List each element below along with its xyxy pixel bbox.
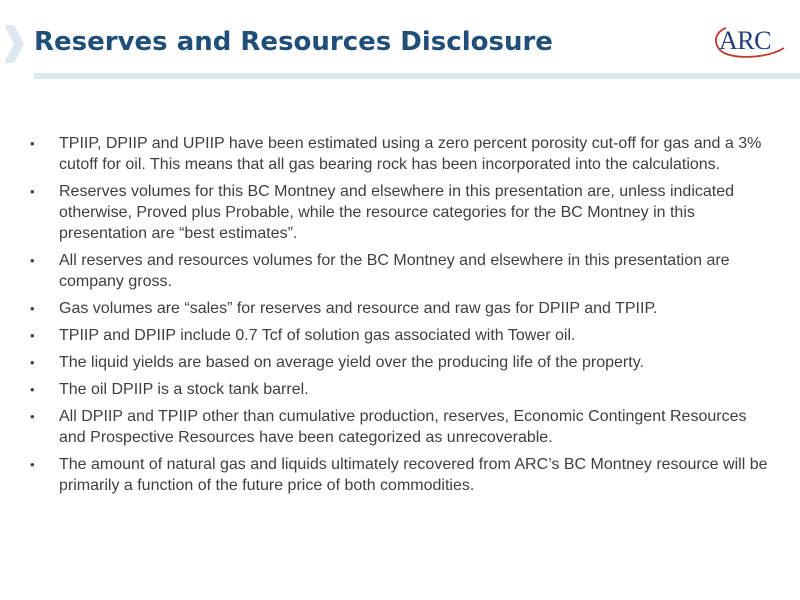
bullet-icon: • bbox=[30, 253, 35, 268]
bullet-text: The amount of natural gas and liquids ultimately recovered from ARC’s BC Montney resource will be primarily a function of the future price of both commodities. bbox=[59, 456, 768, 494]
chevron-icon bbox=[0, 25, 28, 63]
bullet-icon: • bbox=[30, 328, 35, 343]
bullet-text: The liquid yields are based on average yield over the producing life of the property. bbox=[59, 354, 644, 371]
bullet-icon: • bbox=[30, 301, 35, 316]
bullet-text: TPIIP, DPIIP and UPIIP have been estimated using a zero percent porosity cut-off for gas and a 3% cutoff for oil. This means that all gas bearing rock has been incorporated into the calculations. bbox=[59, 135, 762, 173]
bullet-list bbox=[28, 133, 768, 502]
bullet-text: All DPIIP and TPIIP other than cumulative production, reserves, Economic Contingent Resources and Prospective Resources have been categorized as unrecoverable. bbox=[59, 408, 747, 446]
bullet-item bbox=[28, 250, 768, 292]
bullet-icon: • bbox=[30, 457, 35, 472]
bullet-icon: • bbox=[30, 409, 35, 424]
page-title: Reserves and Resources Disclosure bbox=[34, 27, 553, 57]
bullet-text: Gas volumes are “sales” for reserves and resource and raw gas for DPIIP and TPIIP. bbox=[59, 300, 658, 317]
arc-logo bbox=[712, 24, 788, 58]
bullet-item bbox=[28, 352, 768, 373]
bullet-item bbox=[28, 454, 768, 496]
bullet-item bbox=[28, 133, 768, 175]
bullet-text: All reserves and resources volumes for the BC Montney and elsewhere in this presentation are company gross. bbox=[59, 252, 730, 290]
bullet-icon: • bbox=[30, 382, 35, 397]
bullet-text: Reserves volumes for this BC Montney and elsewhere in this presentation are, unless indicated otherwise, Proved plus Probable, while the resource categories for the BC Montney in this presentation are “best estimates”. bbox=[59, 183, 735, 242]
bullet-text: TPIIP and DPIIP include 0.7 Tcf of solution gas associated with Tower oil. bbox=[59, 327, 576, 344]
bullet-icon: • bbox=[30, 355, 35, 370]
bullet-item bbox=[28, 379, 768, 400]
bullet-item bbox=[28, 181, 768, 244]
bullet-item bbox=[28, 406, 768, 448]
header-divider bbox=[34, 73, 800, 79]
logo-text: ARC bbox=[719, 26, 771, 55]
bullet-icon: • bbox=[30, 184, 35, 199]
bullet-text: The oil DPIIP is a stock tank barrel. bbox=[59, 381, 309, 398]
bullet-item bbox=[28, 298, 768, 319]
bullet-icon: • bbox=[30, 136, 35, 151]
bullet-item bbox=[28, 325, 768, 346]
